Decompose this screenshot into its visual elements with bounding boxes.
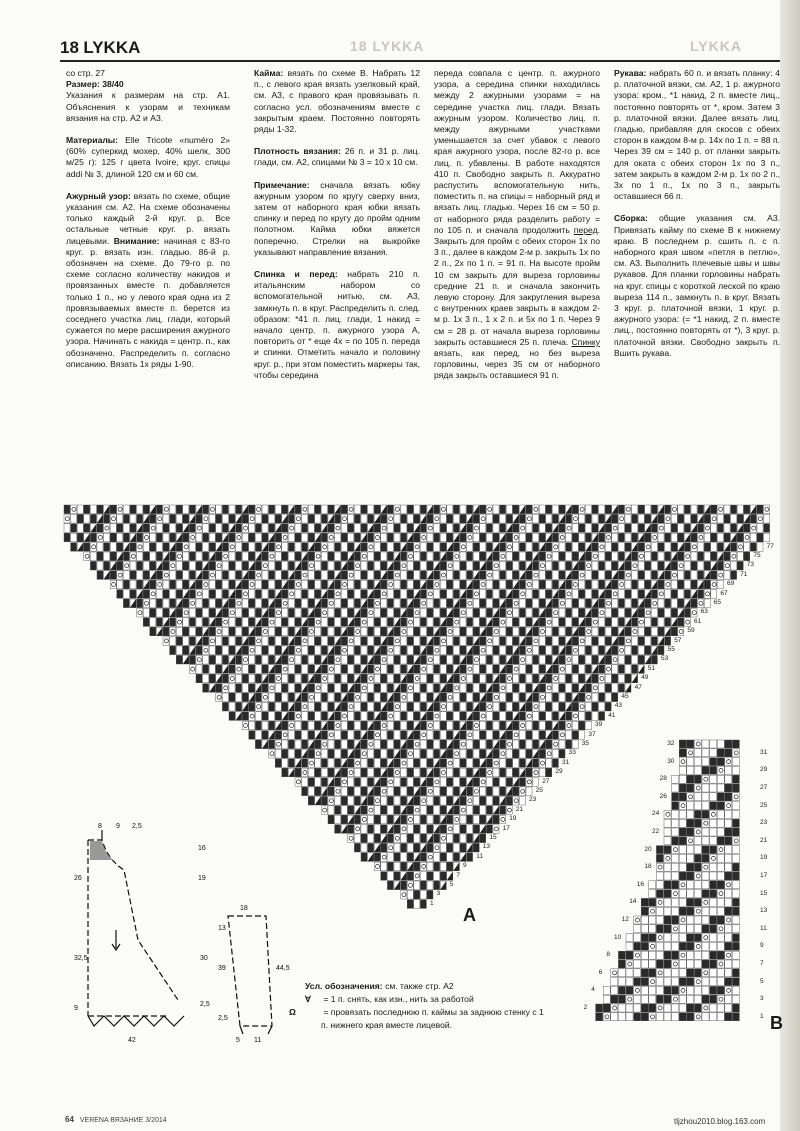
chart-a-row-number: 61: [694, 617, 702, 625]
chart-a-row-number: 63: [700, 608, 708, 616]
chart-a-row-number: 55: [667, 646, 675, 653]
edge-label: Кайма:: [254, 68, 284, 78]
slip-stitch-symbol: ∀: [305, 994, 311, 1004]
dim-inner-4: 2,5: [200, 1001, 210, 1008]
chart-a-row-number: 73: [746, 561, 755, 569]
underlined-front: перед: [573, 224, 598, 235]
chart-a-row-number: 17: [502, 824, 510, 832]
chart-a-row-number: 65: [713, 599, 722, 606]
chart-a-row-number: 75: [753, 552, 761, 559]
assembly-text: общие указания см. А3. Привязать кайму по схеме В к нижнему краю. В последнем р. сшить п. с п. наборного края швом «петля в петлю», см. А3. Выполнить плечевые швы и швы рукавов. Для планки горловины набрать на круг. спицы с короткой леской по краю выреза 114 п., замкнуть п. в круг. Вязать 3 круг. р. платочной вязки, 1 круг. р. ажурного узора: (= *1 накид, 2 п. вместе лиц., постоянно повторять от *), 3 круг. р. платочной вязки. Свободно закрыть п. Вшить рукава.: [614, 213, 781, 358]
gauge-label: Плотность вязания:: [254, 146, 341, 157]
issue-number: 18: [60, 38, 79, 57]
neckline-shade: [90, 841, 114, 860]
col3-text-1: переда совпала с центр. п. ажурного узора, а середина спинки находилась между 2 ажурными узорами = на середине участка лиц. глади. Вязать ажурным узором. Количество лиц. п. между ажурными участками уменьшается за счет убавок с левого края ажурного узора, после 82-го р. все лиц. п. убавлены. В работе находятся 410 п. Свободно закрыть п. Аккуратно распустить вспомогательную нить, поместить п. на спицы = наборный ряд и вязать лиц. гладью. Через 16 см = 50 р. от наборного ряда разделить работу = по 105 п. и сначала продолжить: [434, 68, 600, 235]
page-title: LYKKA: [83, 38, 141, 57]
lace-label: Ажурный узор:: [66, 190, 131, 201]
chart-a-row-number: 21: [515, 805, 524, 813]
dim-sleeve-bottom-2: 11: [254, 1037, 262, 1044]
chart-a-row-number: 9: [463, 862, 467, 870]
sleeve-text: набрать 60 п. и вязать планку: 4 р. платочной вязки, см. А2, 1 р. ажурного узора: кром., *1 накид, 2 п. вместе лиц., постоянно повторять от *, кром. Затем 3 р. платочной вязки. Далее вязать лиц. гладью, прибавляя для скосов с обеих сторон в каждом 8-м р. 14х по 1 п. = 88 п. Через 39 см = 140 р. от планки закрыть для оката с обеих сторон 1х по 3 п., затем закрыть в каждом 2-м р. 1х по 2 п., 3х по 1 п., 1х по 3 п., закрыть оставшиеся 66 п.: [614, 68, 781, 202]
symbol-legend: [289, 980, 551, 1032]
chart-a-row-number: 67: [720, 589, 728, 597]
chart-b-row-number-left: 16: [636, 880, 645, 888]
chart-a-row-number: 77: [766, 542, 774, 550]
dim-bottom: 42: [128, 1037, 136, 1044]
edge-text: вязать по схеме В. Набрать 12 п., с левого края вязать узелковый край, см. А3, с правого края провязывать п. согласно усл. обозначениям вместе с закрытым краем. Постоянно повторять ряды 1-32.: [254, 68, 420, 135]
dim-sleeve-4: 2,5: [218, 1015, 228, 1022]
chart-b-row-number-right: 13: [760, 907, 768, 915]
gauge-text: 26 п. и 31 р. лиц. глади, см. А2, спицами № 3 = 10 х 10 см.: [254, 146, 420, 168]
note-text: сначала вязать юбку ажурным узором по кругу сверху вниз, затем от наборного края юбки вязать спинку и перед по кругу до пройм одним полотном. Кайма юбки вяжется поперечно. Стрелки на выкройке указывают направление вязания.: [254, 179, 421, 257]
materials-label: Материалы:: [66, 135, 119, 146]
garment-schematic: [68, 820, 288, 1050]
dim-sleeve-1: 13: [218, 925, 226, 932]
chart-a-row-number: 33: [568, 749, 576, 757]
chart-a-row-number: 31: [562, 758, 570, 766]
legend-item-2: = провязать последнюю п. каймы за заднюю стенку с 1 п. нижнего края вместе лицевой.: [321, 1007, 544, 1030]
chart-a-row-number: 69: [727, 580, 735, 588]
chart-a-row-number: 29: [555, 768, 563, 776]
chart-b-row-number-right: 19: [760, 854, 768, 862]
chart-a-row-number: 3: [436, 890, 441, 898]
chart-a-row-number: 27: [542, 777, 550, 785]
size-label: Размер:: [66, 79, 100, 90]
chart-a-row-number: 51: [647, 664, 656, 672]
legend-item-1: = 1 п. снять, как изн., нить за работой: [323, 994, 474, 1004]
chart-a-row-number: 11: [476, 852, 483, 860]
chart-a-row-number: 1: [430, 899, 434, 907]
chart-a-row-number: 25: [535, 787, 543, 794]
chart-b-row-number-left: 30: [667, 757, 675, 765]
chart-a-row-number: 71: [740, 570, 748, 578]
ghost-print-right: LYKKA: [690, 38, 742, 54]
size-value: 38/40: [102, 79, 124, 90]
text-column-3: [434, 68, 600, 393]
text-column-2: [254, 68, 420, 392]
chart-b-row-number-left: 18: [644, 863, 652, 871]
chart-a-row-number: 15: [489, 834, 497, 841]
chart-b-row-number-left: 14: [629, 898, 637, 906]
lace-text-continued: начиная с 83-го круг. р. вязать изн. гладью. 86-й р. обозначен на схеме. До 79-го р. по схеме согласно количеству накидов и провязанных вместе п. добавляется только 1 п., но у левого края одна из 2 провязываемых вместе п. берется из соседнего участка лиц. глади, который сужается по мере расширения ажурного узора. Начинать с накида = центр. п., как обозначено. Распределить п. согласно описанию. Вязать 1х ряды 1-90.: [66, 235, 231, 369]
chart-a-row-number: 59: [687, 627, 695, 635]
chart-a-row-number: 41: [608, 711, 616, 719]
chart-b-row-number-left: 24: [652, 810, 660, 818]
magazine-name: VERENA ВЯЗАНИЕ 3/2014: [79, 1117, 167, 1124]
chart-b-row-number-right: 15: [760, 889, 768, 897]
chart-b-row-number-left: 4: [591, 986, 595, 994]
chart-b-row-number-left: 8: [606, 951, 611, 959]
chart-b-row-number-left: 6: [598, 968, 603, 976]
back-front-label: Спинка и перед:: [254, 269, 338, 280]
chart-a-row-number: 19: [509, 815, 517, 823]
edge-chart-b: [588, 740, 768, 1030]
size-notes: Указания к размерам на стр. А1. Объяснения к узорам и техникам вязания на стр. А2 и А3.: [66, 90, 230, 123]
chart-b-row-number-left: 12: [621, 916, 629, 923]
chart-b-row-number-left: 32: [667, 740, 675, 747]
dim-left-2: 32,5: [74, 955, 88, 962]
dim-sleeve-3: 44,5: [276, 965, 290, 972]
sleeve-label: Рукава:: [614, 68, 647, 78]
chart-a-row-number: 49: [641, 674, 649, 682]
page-header: [60, 38, 780, 60]
chart-a-row-number: 43: [614, 702, 623, 710]
legend-title: Усл. обозначения:: [305, 981, 383, 991]
chart-a-row-number: 57: [674, 636, 682, 644]
dim-top-2: 9: [116, 823, 120, 830]
chart-b-row-number-right: 25: [760, 801, 768, 809]
dim-top-1: 8: [98, 823, 102, 830]
page-number: 64: [65, 1115, 74, 1124]
chart-a-label: A: [463, 905, 476, 925]
col3-text-2: . Закрыть для пройм с обеих сторон 1х по 3 п., далее в каждом 2-м р. закрыть 1х по 2 п., 2х по 1 п. = 91 п. На высоте пройм 10 см закрыть для выреза горловины средние 21 п. и сначала закончить левую сторону. Для закругления выреза с внутренних краев закрыть в каждом 2-м р. 1х 3 п., 1 х 2 п. и 5х по 1 п. Через 9 см = 28 р. от начала выреза горловины закрыть оставшиеся 25 п. плеча.: [434, 224, 600, 347]
dim-left-3: 9: [74, 1005, 78, 1012]
chart-a-row-number: 23: [529, 796, 537, 804]
back-front-text: набрать 210 п. итальянским набором со вспомогательной нитью, см. А3, замкнуть п. в круг. Распределить п. след. образом: *41 п. лиц. глади, 1 накид = начало центр. п. ажурного узора А, повторить от * еще 4х = по 105 п. переда и спинки. Отметить начало и половину круг. р., при этом поместить маркеры так, чтобы середина: [254, 269, 421, 380]
dim-sleeve-2: 39: [218, 965, 226, 972]
chart-a-row-number: 13: [482, 843, 491, 851]
legend-title-rest: см. также стр. А2: [385, 981, 454, 991]
dim-top-3: 2,5: [132, 823, 142, 830]
chart-b-row-number-right: 3: [760, 995, 764, 1003]
assembly-label: Сборка:: [614, 213, 648, 224]
chart-a-row-number: 45: [621, 693, 629, 700]
chart-a-row-number: 35: [581, 740, 590, 747]
text-column-1: [66, 68, 230, 381]
materials-text: Elle Tricote «numéro 2» (60% суперкид мохер, 40% шелк, 300 м/25 г): 125 г цвета Ivoire, круг. спицы addi № 3, длиной 120 см и 60 см.: [66, 135, 231, 179]
chart-b-row-number-right: 5: [760, 977, 764, 985]
header-rule: [60, 60, 780, 62]
chart-a-row-number: 5: [449, 881, 454, 888]
join-stitch-symbol: Ω: [289, 1007, 296, 1017]
chart-b-row-number-right: 23: [760, 819, 768, 827]
chart-b-row-number-right: 9: [760, 942, 764, 950]
dim-sleeve-top: 18: [240, 905, 248, 912]
chart-b-row-number-right: 21: [760, 836, 768, 844]
dim-sleeve-bottom-1: 5: [236, 1037, 240, 1044]
attention-label: Внимание:: [113, 235, 160, 246]
source-credit: tljzhou2010.blog.163.com: [674, 1117, 766, 1126]
chart-b-row-number-left: 28: [659, 775, 667, 783]
chart-a-row-number: 47: [634, 683, 642, 691]
dim-inner-3: 30: [200, 955, 208, 962]
underlined-back: Спинку: [571, 336, 601, 347]
ghost-print-left: 18 LYKKA: [350, 38, 425, 54]
chart-b-row-number-left: 22: [652, 828, 660, 835]
note-label: Примечание:: [254, 179, 310, 190]
page-edge-shadow: [780, 0, 800, 1131]
chart-b-row-number-right: 1: [760, 1012, 764, 1020]
chart-b-row-number-left: 26: [659, 792, 667, 800]
chart-b-row-number-right: 31: [760, 748, 768, 756]
chart-a-row-number: 53: [661, 655, 669, 663]
col3-text-3: вязать, как перед, но без выреза горловины, через 35 см от наборного ряда закрыть оставшиеся 91 п.: [434, 348, 600, 381]
chart-b-row-number-right: 7: [760, 960, 764, 967]
chart-a-row-number: 39: [595, 721, 603, 729]
chart-b-row-number-left: 10: [614, 933, 622, 941]
chart-b-row-number-left: 20: [644, 845, 652, 853]
chart-b-row-number-right: 11: [760, 924, 767, 932]
continued-from: со стр. 27: [66, 68, 105, 78]
dim-inner-2: 19: [198, 875, 206, 882]
chart-b-row-number-right: 29: [760, 766, 768, 774]
lace-text: вязать по схеме, общие указания см. А2. На схеме обозначены только каждый 2-й круг. р. Все остальные четные круг. р. вязать лицевыми.: [66, 190, 231, 246]
chart-b-row-number-left: 2: [583, 1004, 588, 1011]
dim-inner-1: 16: [198, 845, 206, 852]
chart-b-label: B: [770, 1013, 783, 1033]
page-footer: [65, 1115, 167, 1124]
chart-b-row-number-right: 17: [760, 872, 768, 879]
chart-a-row-number: 7: [456, 871, 461, 879]
text-column-4: [614, 68, 780, 370]
chart-a-row-number: 37: [588, 730, 596, 738]
chart-b-row-number-right: 27: [760, 784, 768, 791]
dim-left-1: 26: [74, 875, 82, 882]
